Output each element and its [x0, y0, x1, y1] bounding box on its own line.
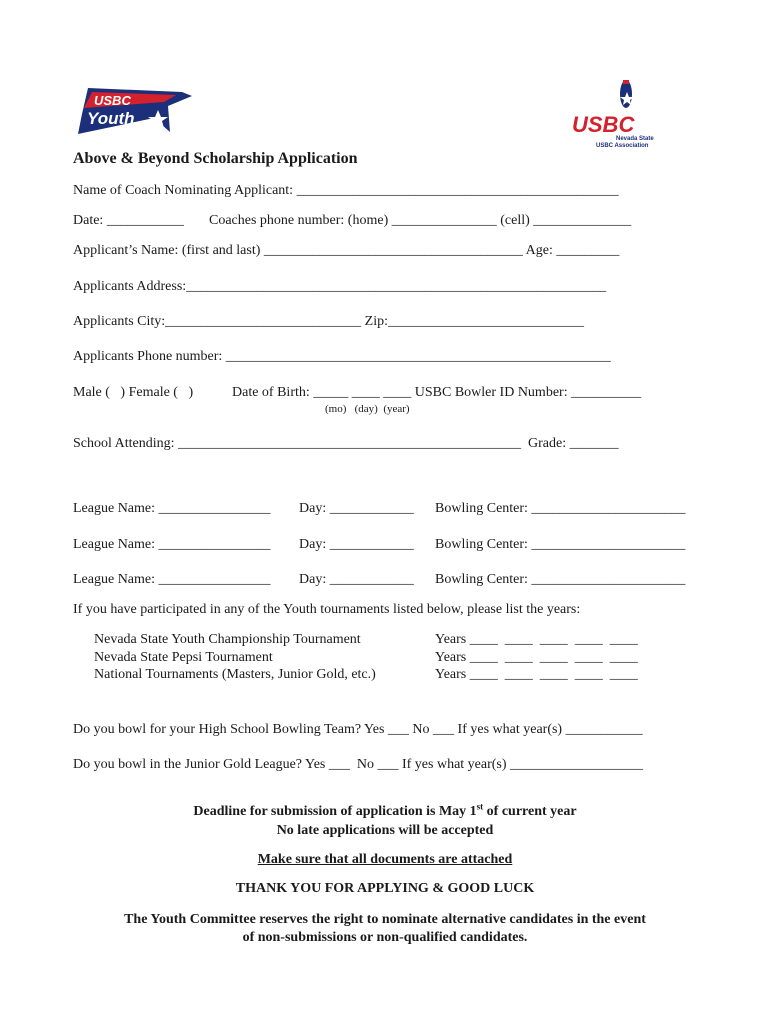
league-name-field[interactable]: League Name: ________________ [73, 537, 271, 552]
league-center-field[interactable]: Bowling Center: ______________________ [435, 501, 686, 516]
league-center-field[interactable]: Bowling Center: ______________________ [435, 537, 686, 552]
date-field[interactable]: Date: ___________ [73, 213, 184, 228]
league-name-field[interactable]: League Name: ________________ [73, 572, 271, 587]
high-school-team-question[interactable]: Do you bowl for your High School Bowling Team? Yes ___ No ___ If yes what year(s) ___________ [73, 722, 643, 737]
tournament-years-field[interactable]: Years ____ ____ ____ ____ ____ [435, 667, 638, 682]
no-late-notice: No late applications will be accepted [276, 823, 494, 838]
city-zip-field[interactable]: Applicants City:____________________________ Zip:____________________________ [73, 314, 584, 329]
dob-bowler-id-field[interactable]: Date of Birth: _____ ____ ____ USBC Bowler ID Number: __________ [232, 385, 642, 400]
league-day-field[interactable]: Day: ____________ [299, 537, 414, 552]
tournament-years-field[interactable]: Years ____ ____ ____ ____ ____ [435, 650, 638, 665]
tournament-name: National Tournaments (Masters, Junior Gold, etc.) [94, 667, 376, 682]
dob-hint: (mo) (day) (year) [325, 403, 410, 415]
tournament-years-field[interactable]: Years ____ ____ ____ ____ ____ [435, 632, 638, 647]
school-grade-field[interactable]: School Attending: _________________________________________________ Grade: _______ [73, 436, 619, 451]
documents-notice: Make sure that all documents are attached [257, 852, 513, 867]
tournament-name: Nevada State Pepsi Tournament [94, 650, 273, 665]
reserve-notice-line2: of non-submissions or non-qualified candidates. [242, 930, 528, 945]
junior-gold-question[interactable]: Do you bowl in the Junior Gold League? Yes ___ No ___ If yes what year(s) ___________________ [73, 757, 644, 772]
nevada-usbc-logo-sub2: USBC Association [596, 143, 649, 149]
usbc-youth-logo-text1: USBC [94, 93, 131, 108]
league-day-field[interactable]: Day: ____________ [299, 501, 414, 516]
usbc-youth-logo [72, 84, 194, 136]
league-day-field[interactable]: Day: ____________ [299, 572, 414, 587]
coach-name-field[interactable]: Name of Coach Nominating Applicant: ______________________________________________ [73, 183, 619, 198]
gender-field[interactable]: Male ( ) Female ( ) [73, 385, 194, 400]
league-name-field[interactable]: League Name: ________________ [73, 501, 271, 516]
nevada-usbc-logo-sub1: Nevada State [616, 136, 654, 142]
deadline-notice: Deadline for submission of application is May 1st of current year [193, 801, 577, 819]
nevada-usbc-logo-text: USBC [572, 112, 635, 137]
applicant-name-field[interactable]: Applicant’s Name: (first and last) _____________________________________ Age: _________ [73, 243, 620, 258]
nevada-usbc-logo [570, 74, 674, 150]
tournament-name: Nevada State Youth Championship Tournament [94, 632, 361, 647]
usbc-youth-logo-text2: Youth [87, 109, 135, 128]
address-field[interactable]: Applicants Address:____________________________________________________________ [73, 279, 607, 294]
league-center-field[interactable]: Bowling Center: ______________________ [435, 572, 686, 587]
thank-you-text: THANK YOU FOR APPLYING & GOOD LUCK [235, 881, 535, 896]
phone-field[interactable]: Applicants Phone number: _______________________________________________________ [73, 349, 611, 364]
reserve-notice-line1: The Youth Committee reserves the right to nominate alternative candidates in the event [124, 912, 646, 927]
tournaments-intro: If you have participated in any of the Youth tournaments listed below, please list the years: [73, 602, 581, 617]
page-title: Above & Beyond Scholarship Application [73, 150, 358, 167]
coach-phone-field[interactable]: Coaches phone number: (home) _______________ (cell) ______________ [209, 213, 632, 228]
